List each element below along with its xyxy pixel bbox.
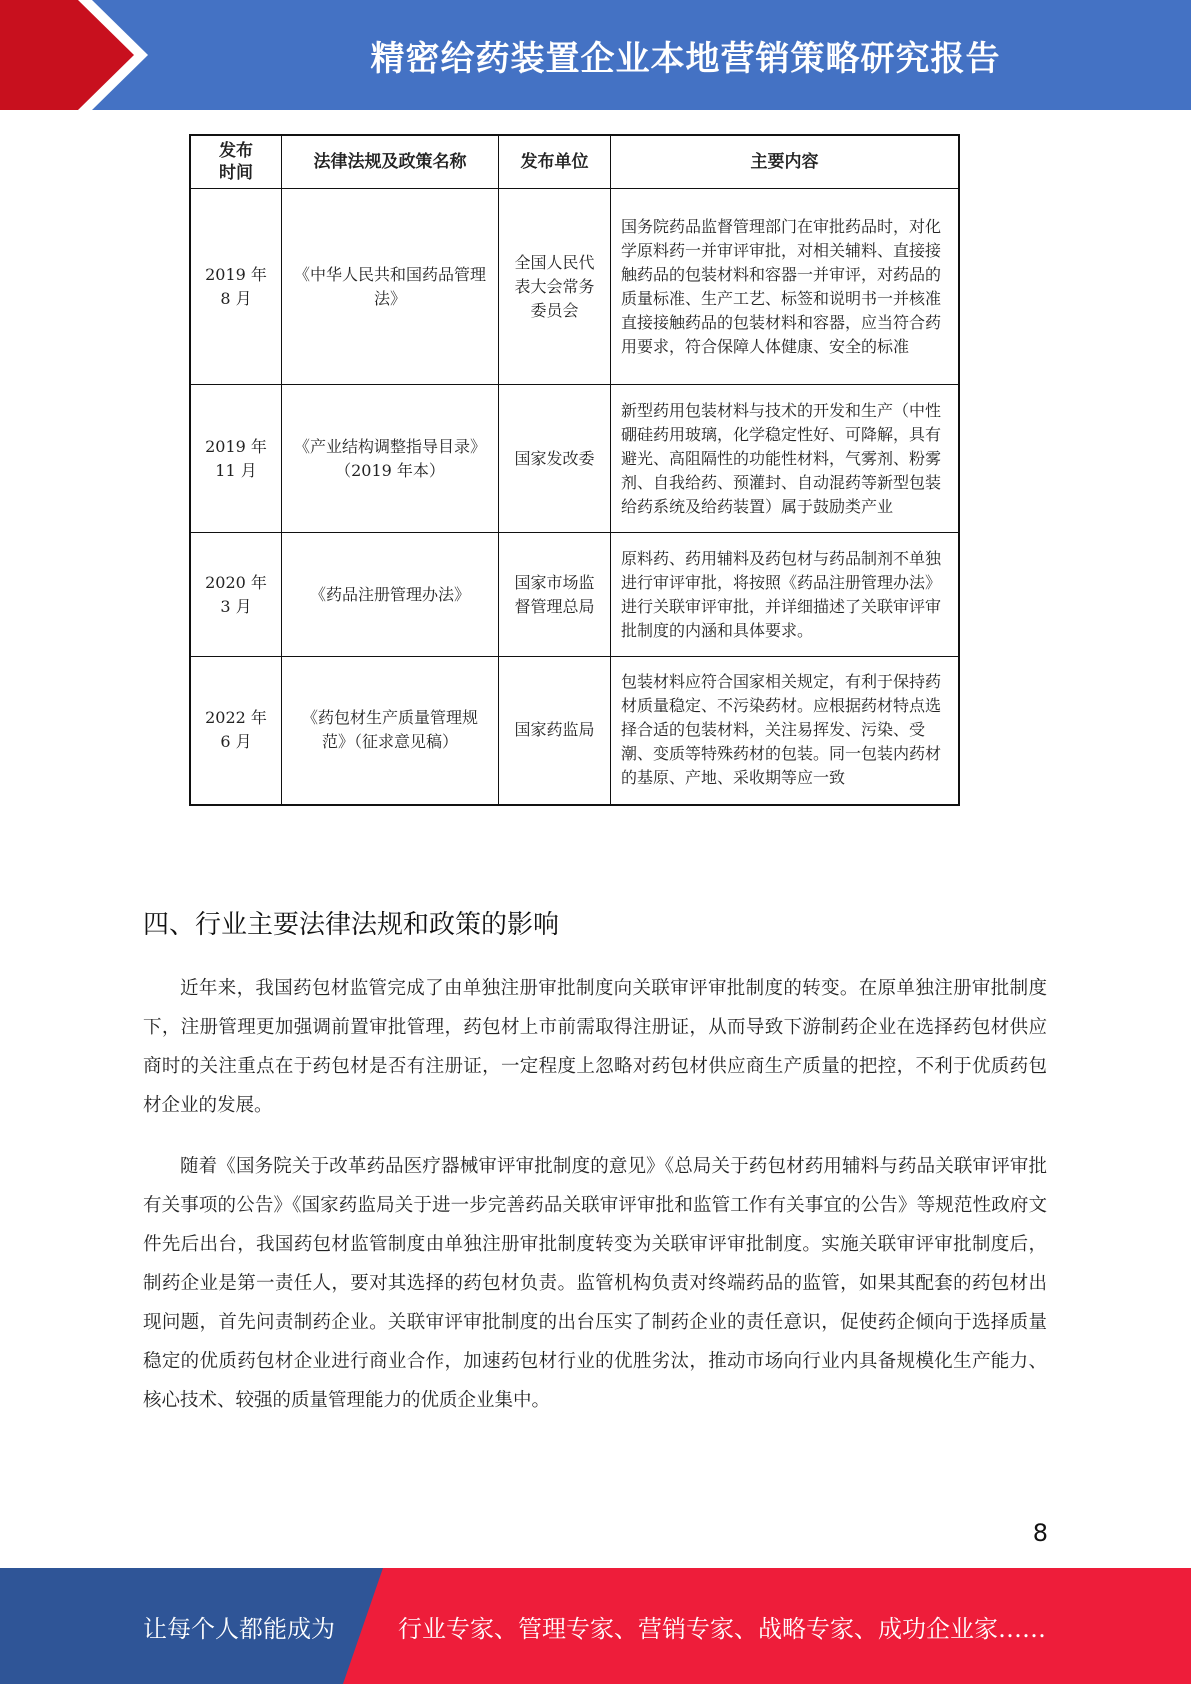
row-name: 《产业结构调整指导目录》（2019 年本） [282, 385, 499, 533]
table-row [190, 657, 959, 805]
report-title: 精密给药装置企业本地营销策略研究报告 [370, 38, 1001, 79]
cell-line: 3 月 [220, 596, 252, 616]
cell-line: 8 月 [220, 288, 252, 308]
row-publisher: 国家发改委 [499, 385, 611, 533]
header-date-line1: 发布 [219, 141, 253, 161]
table-row [190, 189, 959, 385]
policy-table [189, 134, 960, 806]
header-content: 主要内容 [611, 135, 960, 189]
header-banner [0, 0, 1191, 110]
header-date [190, 135, 282, 189]
body-paragraph: 近年来，我国药包材监管完成了由单独注册审批制度向关联审评审批制度的转变。在原单独注册审批制度下，注册管理更加强调前置审批管理，药包材上市前需取得注册证，从而导致下游制药企业在选择药包材供应商时的关注重点在于药包材是否有注册证，一定程度上忽略对药包材供应商生产质量的把控，不利于优质药包材企业的发展。 [143, 978, 1047, 1116]
row-publisher: 国家药监局 [499, 657, 611, 805]
row-date [190, 533, 282, 657]
row-publisher: 全国人民代表大会常务委员会 [499, 189, 611, 385]
chevron-arrow-icon [0, 0, 160, 110]
row-name: 《药包材生产质量管理规范》（征求意见稿） [282, 657, 499, 805]
row-name: 《中华人民共和国药品管理法》 [282, 189, 499, 385]
table-row [190, 533, 959, 657]
section-heading: 四、行业主要法律法规和政策的影响 [143, 910, 560, 940]
cell-line: 新型药用包装材料与技术的开发和生产（中性硼硅药用玻璃，化学稳定性好、可降解，具有避光、高阻隔性的功能性材料，气雾剂、粉雾剂、自我给药、预灌封、自动混药等新型包装给药系统及给药装置）属于鼓励类产业 [621, 400, 942, 516]
cell-line: 直接接触药品的包装材料和容器，应当符合药用要求，符合保障人体健康、安全的标准 [621, 312, 942, 356]
row-date [190, 385, 282, 533]
header-name: 法律法规及政策名称 [282, 135, 499, 189]
row-date [190, 657, 282, 805]
row-content [611, 533, 960, 657]
cell-line: 原料药、药用辅料及药包材与药品制剂不单独进行审评审批，将按照《药品注册管理办法》进行关联审评审批，并详细描述了关联审评审批制度的内涵和具体要求。 [621, 548, 942, 640]
row-content [611, 189, 960, 385]
row-content [611, 385, 960, 533]
cell-line: 包装材料应符合国家相关规定，有利于保持药材质量稳定、不污染药材。应根据药材特点选择合适的包装材料，关注易挥发、污染、受潮、变质等特殊药材的包装。同一包装内药材的基原、产地、采收期等应一致 [621, 672, 942, 788]
footer-banner [0, 1568, 1191, 1684]
row-publisher: 国家市场监督管理总局 [499, 533, 611, 657]
cell-line: 6 月 [220, 732, 252, 752]
cell-line: 国务院药品监督管理部门在审批药品时，对化学原料药一并审评审批，对相关辅料、直接接触药品的包装材料和容器一并审评，对药品的质量标准、生产工艺、标签和说明书一并核准 [621, 216, 942, 308]
row-content [611, 657, 960, 805]
cell-line: 2022 年 [205, 708, 267, 728]
cell-line: 2019 年 [205, 264, 267, 284]
row-name: 《药品注册管理办法》 [282, 533, 499, 657]
table-row [190, 385, 959, 533]
table-header-row [190, 135, 959, 189]
header-publisher: 发布单位 [499, 135, 611, 189]
body-paragraph: 随着《国务院关于改革药品医疗器械审评审批制度的意见》《总局关于药包材药用辅料与药品关联审评审批有关事项的公告》《国家药监局关于进一步完善药品关联审评审批和监管工作有关事宜的公告》等规范性政府文件先后出台，我国药包材监管制度由单独注册审批制度转变为关联审评审批制度。实施关联审评审批制度后，制药企业是第一责任人，要对其选择的药包材负责。监管机构负责对终端药品的监管，如果其配套的药包材出现问题，首先问责制药企业。关联审评审批制度的出台压实了制药企业的责任意识，促使药企倾向于选择质量稳定的优质药包材企业进行商业合作，加速药包材行业的优胜劣汰，推动市场向行业内具备规模化生产能力、核心技术、较强的质量管理能力的优质企业集中。 [143, 1156, 1047, 1411]
cell-line: 11 月 [215, 460, 257, 480]
cell-line: 2020 年 [205, 572, 267, 592]
header-date-line2: 时间 [219, 163, 253, 183]
footer-slogan-left: 让每个人都能成为 [143, 1614, 335, 1643]
cell-line: 2019 年 [205, 436, 267, 456]
page-number: 8 [1032, 1519, 1048, 1547]
footer-slogan-right: 行业专家、管理专家、营销专家、战略专家、成功企业家…… [398, 1614, 1046, 1643]
row-date [190, 189, 282, 385]
